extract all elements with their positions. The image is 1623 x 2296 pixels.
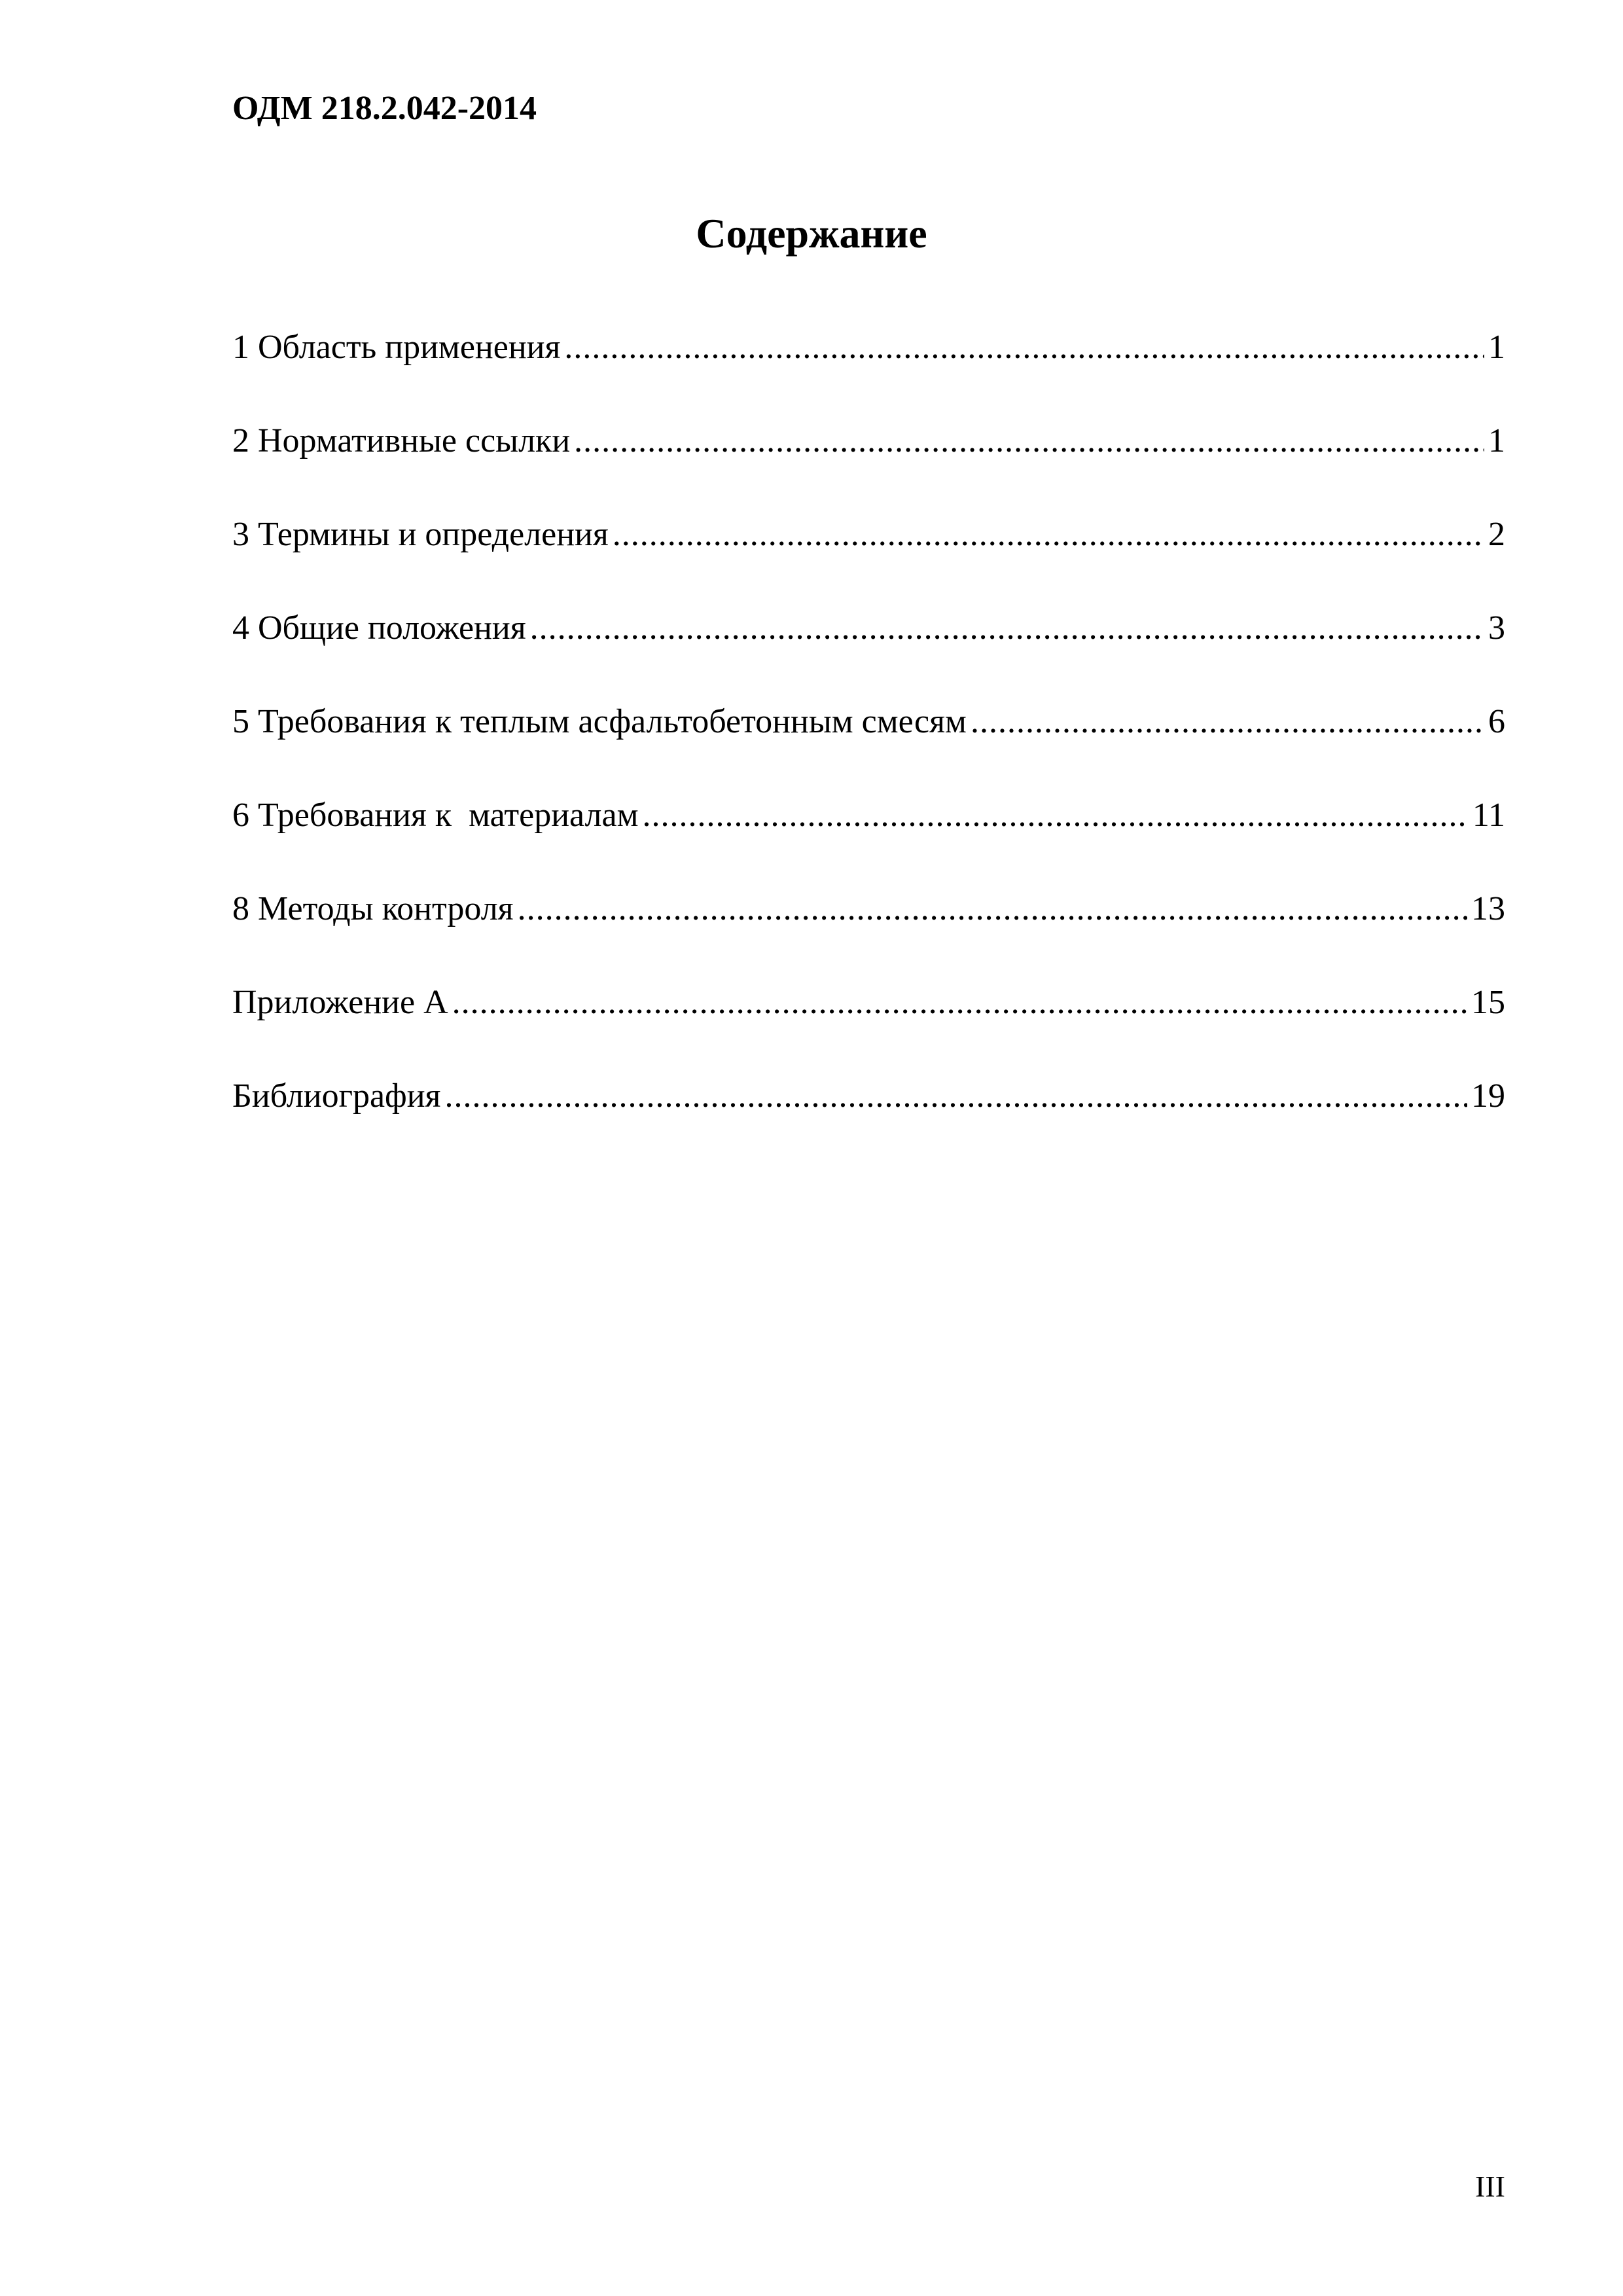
toc-item-page: 1 <box>1488 329 1505 366</box>
toc-item-label: 4 Общие положения <box>232 609 526 647</box>
toc-dot-leader <box>613 518 1484 552</box>
toc-dot-leader <box>643 798 1469 833</box>
toc-item-page: 3 <box>1488 609 1505 647</box>
table-of-contents <box>232 331 1505 1173</box>
toc-item-label: 1 Область применения <box>232 329 561 366</box>
toc-item-control-methods[interactable] <box>232 892 1505 986</box>
document-code: ОДМ 218.2.042-2014 <box>232 90 537 127</box>
toc-dot-leader <box>971 705 1484 739</box>
toc-item-label: 3 Термины и определения <box>232 516 609 553</box>
toc-item-page: 11 <box>1472 797 1505 834</box>
toc-dot-leader <box>574 424 1484 458</box>
toc-dot-leader <box>444 1079 1467 1113</box>
toc-item-material-requirements[interactable] <box>232 798 1505 892</box>
toc-item-label: 6 Требования к материалам <box>232 797 639 834</box>
toc-item-label: 5 Требования к теплым асфальтобетонным смесям <box>232 703 967 740</box>
toc-item-page: 6 <box>1488 703 1505 740</box>
toc-item-label: Приложение А <box>232 984 448 1021</box>
toc-title: Содержание <box>696 210 927 257</box>
toc-item-terms-definitions[interactable] <box>232 518 1505 611</box>
toc-item-page: 15 <box>1471 984 1505 1021</box>
toc-item-page: 2 <box>1488 516 1505 553</box>
toc-item-label: 2 Нормативные ссылки <box>232 422 571 459</box>
toc-item-normative-references[interactable] <box>232 424 1505 518</box>
toc-dot-leader <box>530 611 1484 645</box>
toc-item-bibliography[interactable] <box>232 1079 1505 1173</box>
toc-item-appendix-a[interactable] <box>232 986 1505 1079</box>
toc-item-page: 13 <box>1471 890 1505 927</box>
toc-item-mix-requirements[interactable] <box>232 705 1505 798</box>
toc-item-label: Библиография <box>232 1077 441 1115</box>
toc-dot-leader <box>452 986 1467 1020</box>
toc-dot-leader <box>564 331 1484 365</box>
toc-item-page: 19 <box>1471 1077 1505 1115</box>
toc-item-page: 1 <box>1488 422 1505 459</box>
toc-item-label: 8 Методы контроля <box>232 890 514 927</box>
toc-dot-leader <box>518 892 1467 926</box>
toc-item-scope[interactable] <box>232 331 1505 424</box>
toc-item-general-provisions[interactable] <box>232 611 1505 705</box>
page-number: III <box>1475 2170 1505 2203</box>
